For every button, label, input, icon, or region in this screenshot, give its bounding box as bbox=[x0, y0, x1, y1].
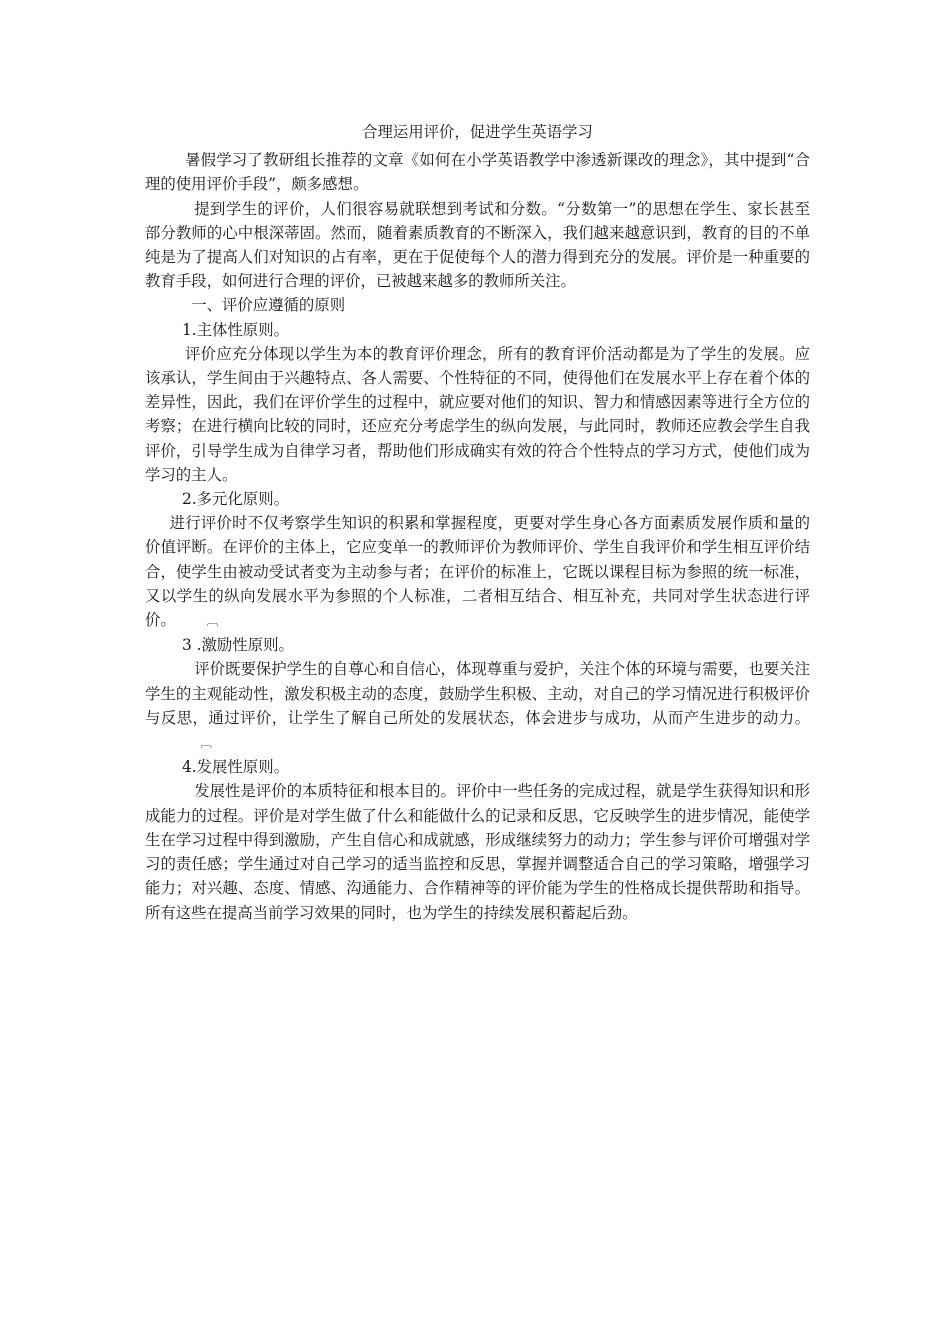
principle-4-body: 发展性是评价的本质特征和根本目的。评价中一些任务的完成过程，就是学生获得知识和形成能力的过程。评价是对学生做了什么和能做什么的记录和反思，它反映学生的进步情况，能使学生在学习过程中得到激励，产生自信心和成就感，形成继续努力的动力；学生参与评价可增强对学习的责任感；学生通过对自己学习的适当监控和反思，掌握并调整适合自己的学习策略，增强学习能力；对兴趣、态度、情感、沟通能力、合作精神等的评价能为学生的性格成长提供帮助和指导。所有这些在提高当前学习效果的同时，也为学生的持续发展积蓄起后劲。 bbox=[145, 782, 810, 922]
document-page bbox=[145, 120, 810, 925]
document-title: 合理运用评价，促进学生英语学习 bbox=[362, 123, 593, 141]
edit-mark-icon: ︹ bbox=[206, 614, 219, 629]
section-1-heading: 一、评价应遵循的原则 bbox=[191, 296, 346, 315]
principle-3-paragraph bbox=[145, 657, 810, 755]
principle-4-heading: 4.发展性原则。 bbox=[181, 758, 289, 777]
principle-1-heading: 1.主体性原则。 bbox=[181, 320, 289, 339]
paragraph-1: 提到学生的评价，人们很容易就联想到考试和分数。“分数第一”的思想在学生、家长甚至部分教师的心中根深蒂固。然而，随着素质教育的不断深入，我们越来越意识到，教育的目的不单纯是为了提高人们对知识的占有率，更在于促使每个人的潜力得到充分的发展。评价是一种重要的教育手段，如何进行合理的评价，已被越来越多的教师所关注。 bbox=[145, 199, 810, 291]
principle-2-body: 进行评价时不仅考察学生知识的积累和掌握程度，更要对学生身心各方面素质发展作质和量的价值评断。在评价的主体上，它应变单一的教师评价为教师评价、学生自我评价和学生相互评价结合，使学生由被动受试者变为主动参与者；在评价的标准上，它既以课程目标为参照的统一标准，又以学生的纵向发展水平为参照的个人标准，二者相互结合、相互补充，共同对学生状态进行评价。 bbox=[145, 514, 810, 630]
principle-1-body: 评价应充分体现以学生为本的教育评价理念，所有的教育评价活动都是为了学生的发展。应该承认，学生间由于兴趣特点、各人需要、个性特征的不同，使得他们在发展水平上存在着个体的差异性，因此，我们在评价学生的过程中，就应要对他们的知识、智力和情感因素等进行全方位的考察；在进行横向比较的同时，还应充分考虑学生的纵向发展，与此同时，教师还应教会学生自我评价，引导学生成为自律学习者，帮助他们形成确实有效的符合个性特点的学习方式，使他们成为学习的主人。 bbox=[145, 344, 810, 484]
principle-2-heading: 2.多元化原则。 bbox=[181, 490, 289, 509]
edit-mark-icon: ︹ bbox=[200, 736, 213, 751]
principle-3-body: 评价既要保护学生的自尊心和自信心，体现尊重与爱护，关注个体的环境与需要，也要关注学生的主观能动性，激发积极主动的态度，鼓励学生积极、主动，对自己的学习情况进行积极评价与反思，通过评价，让学生了解自己所处的发展状态，体会进步与成功，从而产生进步的动力。 bbox=[145, 660, 810, 727]
principle-3-heading: 3 .激励性原则。 bbox=[181, 636, 294, 655]
principle-2-paragraph bbox=[145, 511, 810, 633]
intro-paragraph: 暑假学习了教研组长推荐的文章《如何在小学英语教学中渗透新课改的理念》，其中提到“合理的使用评价手段”，颇多感想。 bbox=[145, 151, 810, 194]
